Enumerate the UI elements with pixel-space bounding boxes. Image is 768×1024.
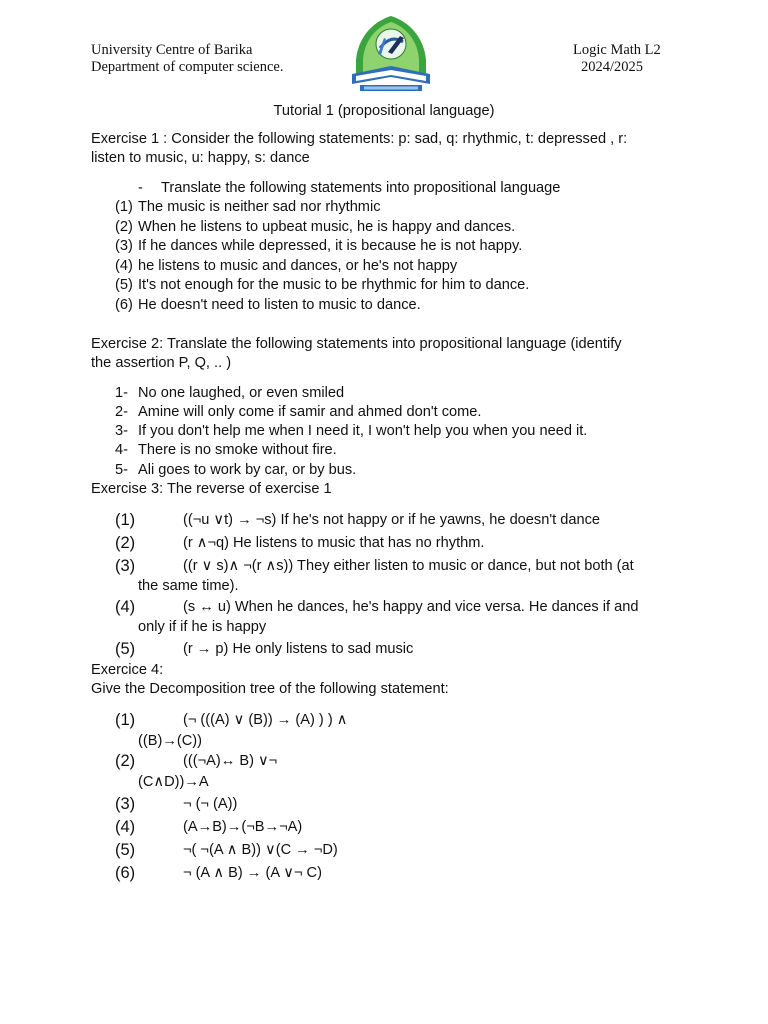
item-text: Amine will only come if samir and ahmed don't come.	[138, 404, 482, 420]
item-text: There is no smoke without fire.	[138, 442, 337, 458]
bullet-dash: -	[138, 180, 143, 196]
exercise2-intro-line2: the assertion P, Q, .. )	[91, 355, 232, 371]
exercise1-instruction: Translate the following statements into propositional language	[161, 180, 561, 196]
item-number: (5)	[115, 640, 136, 658]
item-number: (3)	[115, 795, 136, 813]
item-text-continuation: the same time).	[138, 578, 239, 594]
item-text: ((r ∨ s)∧ ¬(r ∧s)) They either listen to music or dance, but not both (at	[183, 558, 634, 574]
university-logo-icon	[348, 14, 434, 96]
page-title: Tutorial 1 (propositional language)	[273, 103, 495, 119]
item-text: No one laughed, or even smiled	[138, 385, 345, 401]
item-text: ((¬u ∨t) → ¬s) If he's not happy or if he yawns, he doesn't dance	[183, 512, 600, 528]
item-text: (s ↔ u) When he dances, he's happy and vice versa. He dances if and	[183, 599, 639, 615]
item-text: ¬ (A ∧ B) → (A ∨¬ C)	[183, 865, 322, 881]
item-number: (1)	[115, 711, 136, 729]
item-number: (3)	[115, 238, 133, 254]
exercise3-heading: Exercise 3: The reverse of exercise 1	[91, 481, 332, 497]
item-number: (6)	[115, 864, 136, 882]
exercise1-intro-line1: Exercise 1 : Consider the following statements: p: sad, q: rhythmic, t: depressed , r:	[91, 131, 628, 147]
item-text: ¬( ¬(A ∧ B)) ∨(C → ¬D)	[183, 842, 338, 858]
item-text: (r → p) He only listens to sad music	[183, 641, 414, 657]
item-number: (2)	[115, 218, 133, 235]
item-number: (2)	[115, 534, 136, 552]
item-text: Ali goes to work by car, or by bus.	[138, 461, 357, 478]
item-text-continuation: ((B)→(C))	[138, 733, 203, 749]
exercise4-heading: Exercice 4:	[91, 662, 164, 678]
exercise4-instruction: Give the Decomposition tree of the following statement:	[91, 681, 449, 697]
item-text: When he listens to upbeat music, he is happy and dances.	[138, 218, 516, 235]
item-text-continuation: only if if he is happy	[138, 619, 267, 635]
item-text: (r ∧¬q) He listens to music that has no rhythm.	[183, 535, 485, 551]
item-number: (2)	[115, 752, 136, 770]
item-number: (5)	[115, 841, 136, 859]
item-number: 3-	[115, 423, 128, 439]
item-text: (A→B)→(¬B→¬A)	[183, 819, 303, 835]
item-number: (1)	[115, 199, 133, 215]
item-number: (1)	[115, 511, 136, 529]
item-text: he listens to music and dances, or he's not happy	[138, 257, 458, 274]
item-number: 4-	[115, 442, 128, 458]
item-text: If you don't help me when I need it, I won't help you when you need it.	[138, 423, 588, 439]
item-number: (4)	[115, 598, 136, 616]
course-name: Logic Math L2	[573, 42, 661, 58]
item-text: (((¬A)↔ B) ∨¬	[183, 753, 278, 769]
item-text-continuation: (C∧D))→A	[138, 774, 209, 790]
item-text: If he dances while depressed, it is because he is not happy.	[138, 238, 523, 254]
item-number: (4)	[115, 818, 136, 836]
item-number: 5-	[115, 461, 128, 478]
exercise2-intro-line1: Exercise 2: Translate the following statements into propositional language (identify	[91, 336, 622, 352]
exercise1-intro-line2: listen to music, u: happy, s: dance	[91, 150, 310, 166]
item-number: (3)	[115, 557, 136, 575]
item-number: (6)	[115, 297, 133, 313]
item-text: (¬ (((A) ∨ (B)) → (A) ) ) ∧	[183, 712, 348, 728]
item-number: (4)	[115, 257, 133, 274]
item-text: It's not enough for the music to be rhythmic for him to dance.	[138, 277, 530, 293]
item-number: 1-	[115, 385, 128, 401]
item-number: 2-	[115, 404, 128, 420]
university-name: University Centre of Barika	[91, 42, 253, 58]
item-text: He doesn't need to listen to music to dance.	[138, 297, 421, 313]
item-text: ¬ (¬ (A))	[183, 796, 238, 812]
item-number: (5)	[115, 277, 133, 293]
department-name: Department of computer science.	[91, 59, 284, 75]
academic-year: 2024/2025	[581, 59, 644, 75]
item-text: The music is neither sad nor rhythmic	[138, 199, 381, 215]
